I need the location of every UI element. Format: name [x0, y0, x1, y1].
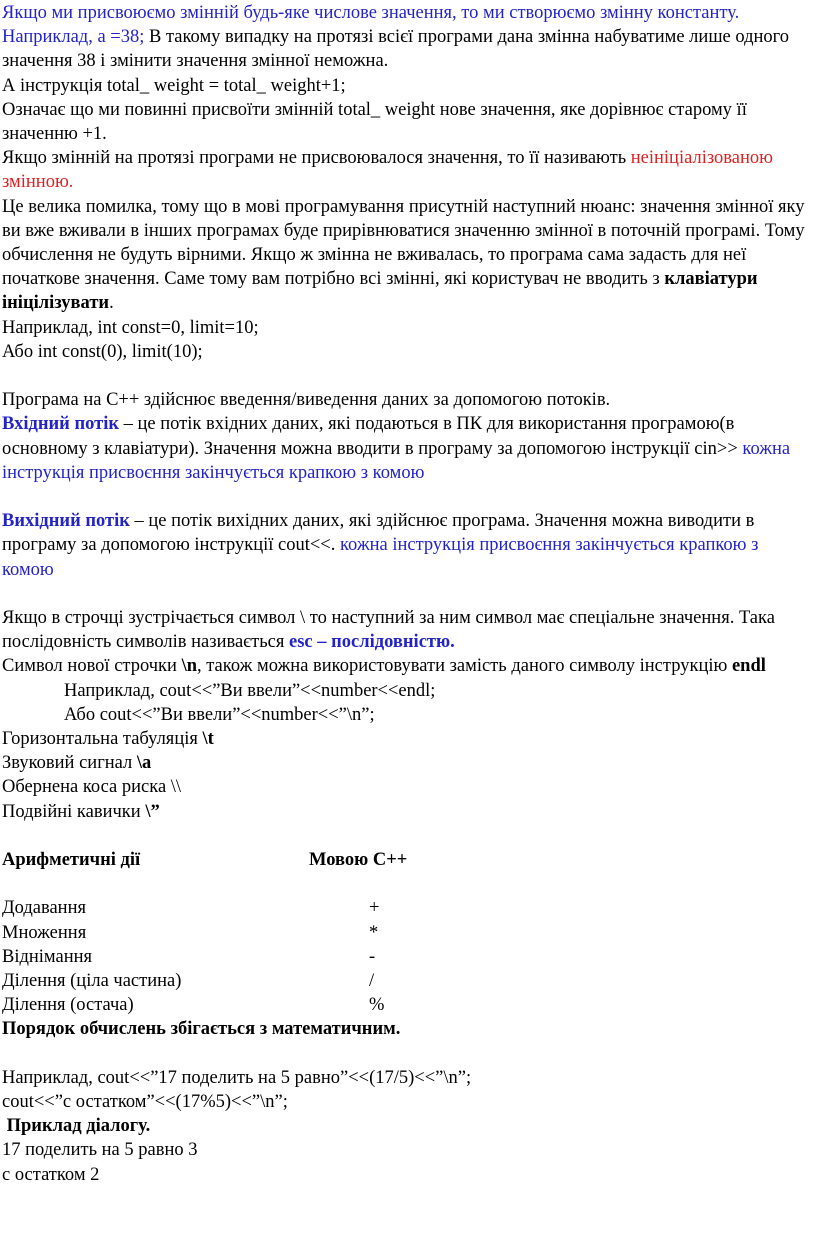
bell-label: Звуковий сигнал: [2, 753, 137, 774]
arith-row: [2, 896, 814, 920]
arith-table-header: [2, 848, 814, 872]
paragraph-newline: [2, 654, 814, 678]
arith-operation: Ділення (ціла частина): [2, 971, 182, 992]
streams-intro: Програма на С++ здійснює введення/виведення даних за допомогою потоків.: [2, 390, 611, 411]
example-line-1: Наприклад, int const=0, limit=10;: [2, 317, 259, 338]
arith-operation: Віднімання: [2, 946, 93, 967]
paragraph-input-stream: [2, 412, 814, 485]
tab-code: \t: [202, 729, 214, 750]
quote-label: Подвійні кавички: [2, 801, 146, 822]
instruction-meaning: Означає що ми повинні присвоїти змінній total_ weight нове значення, яке дорівнює старому її значенню +1.: [2, 99, 747, 145]
paragraph-uninitialized: [2, 146, 814, 194]
error-end: .: [109, 293, 114, 314]
dialog-code-1: Наприклад, cout<<”17 поделить на 5 равно”<<(17/5)<<”\n”;: [2, 1067, 472, 1088]
newline-code: \n: [181, 656, 197, 677]
bell-line: [2, 751, 814, 775]
arith-operation: Ділення (остача): [2, 995, 134, 1016]
constant-explanation: В такому випадку на протязі всієї програми дана змінна набуватиме лише одного значення 38 і змінити значення змінної неможна.: [2, 27, 790, 72]
error-bold: клавіатури ініцілізувати: [2, 269, 758, 314]
esc-intro: Якщо в строчці зустрічається символ \ то наступний за ним символ має спеціальне значення. Така послідовність символів називається: [2, 608, 775, 653]
output-stream-note: кожна інструкція присвоєння закінчується крапкою з комою: [2, 535, 759, 580]
arith-operator: *: [369, 922, 379, 943]
dialog-title: Приклад діалогу.: [2, 1116, 151, 1137]
arith-row: [2, 993, 814, 1017]
tab-line: [2, 727, 814, 751]
arith-operator: %: [369, 995, 385, 1016]
output-stream-term: Вихідний потік: [2, 511, 130, 532]
arith-operator: /: [369, 971, 375, 992]
dialog-code-2: cout<<”с остатком”<<(17%5)<<”\n”;: [2, 1092, 288, 1113]
blank-line: [2, 582, 814, 606]
input-stream-note: кожна інструкція присвоєння закінчується крапкою з комою: [2, 438, 791, 483]
esc-example-2: Або cout<<”Ви ввели”<<number<<”\n”;: [64, 704, 375, 725]
output-stream-text: – це потік вихідних даних, які здійснює програма. Значення можна виводити в програму за допомогою інструкції cout<<.: [2, 511, 755, 556]
dialog-output-1: 17 поделить на 5 равно 3: [2, 1140, 198, 1161]
arith-header-language: Мовою С++: [309, 850, 408, 871]
arith-operator: -: [369, 946, 376, 967]
input-stream-term: Вхідний потік: [2, 414, 119, 435]
arith-row: [2, 945, 814, 969]
arith-operation: Додавання: [2, 898, 86, 919]
input-stream-text: – це потік вхідних даних, які подаються в ПК для використання програмою(в основному з клавіатури). Значення можна вводити в програму за допомогою інструкції cin>>: [2, 414, 743, 459]
paragraph-esc: [2, 606, 814, 654]
example-line-2: Або int const(0), limit(10);: [2, 341, 203, 362]
arith-header-operation: Арифметичні дії: [2, 850, 141, 871]
blank-line: [2, 364, 814, 388]
paragraph-error: [2, 195, 814, 316]
paragraph-constant: [2, 1, 814, 74]
blank-line: [2, 824, 814, 848]
backslash-line: Обернена коса риска \\: [2, 777, 182, 798]
arith-row: [2, 969, 814, 993]
instruction-line: А інструкція total_ weight = total_ weight+1;: [2, 75, 346, 96]
arith-operator: +: [369, 898, 380, 919]
order-of-operations: Порядок обчислень збігається з математичним.: [2, 1019, 401, 1040]
arith-operation: Множення: [2, 922, 87, 943]
constant-definition: Якщо ми присвоюємо змінній будь-яке числове значення, то ми створюємо змінну константу. Наприклад, а =38;: [2, 3, 740, 48]
blank-line: [2, 872, 814, 896]
blank-line: [2, 1042, 814, 1066]
dialog-output-2: с остатком 2: [2, 1164, 100, 1185]
uninitialized-term: неініціалізованою змінною.: [2, 148, 773, 193]
paragraph-output-stream: [2, 509, 814, 582]
uninitialized-text: Якщо змінній на протязі програми не присвоювалося значення, то її називають: [2, 148, 631, 169]
newline-text-b: , також можна використовувати замість даного символу інструкцію: [197, 656, 732, 677]
blank-line: [2, 485, 814, 509]
tab-label: Горизонтальна табуляція: [2, 729, 203, 750]
endl-keyword: endl: [731, 656, 766, 677]
arith-row: [2, 921, 814, 945]
quote-code: \”: [145, 801, 160, 822]
esc-example-1: Наприклад, cout<<”Ви ввели”<<number<<endl;: [64, 680, 436, 701]
quote-line: [2, 800, 814, 824]
error-text: Це велика помилка, тому що в мові програмування присутній наступний нюанс: значення змінної яку ви вже вживали в інших програмах буде прирівнюватися значенню змінної в поточній програмі. Тому обчислення не будуть вірними. Якщо ж змінна не вживалась, то програма сама задасть для неї початкове значення. Саме тому вам потрібно всі змінні, які користувач не вводить з: [2, 196, 805, 290]
newline-text-a: Символ нової строчки: [2, 656, 182, 677]
bell-code: \a: [136, 753, 152, 774]
esc-term: esc – послідовністю.: [289, 632, 455, 653]
